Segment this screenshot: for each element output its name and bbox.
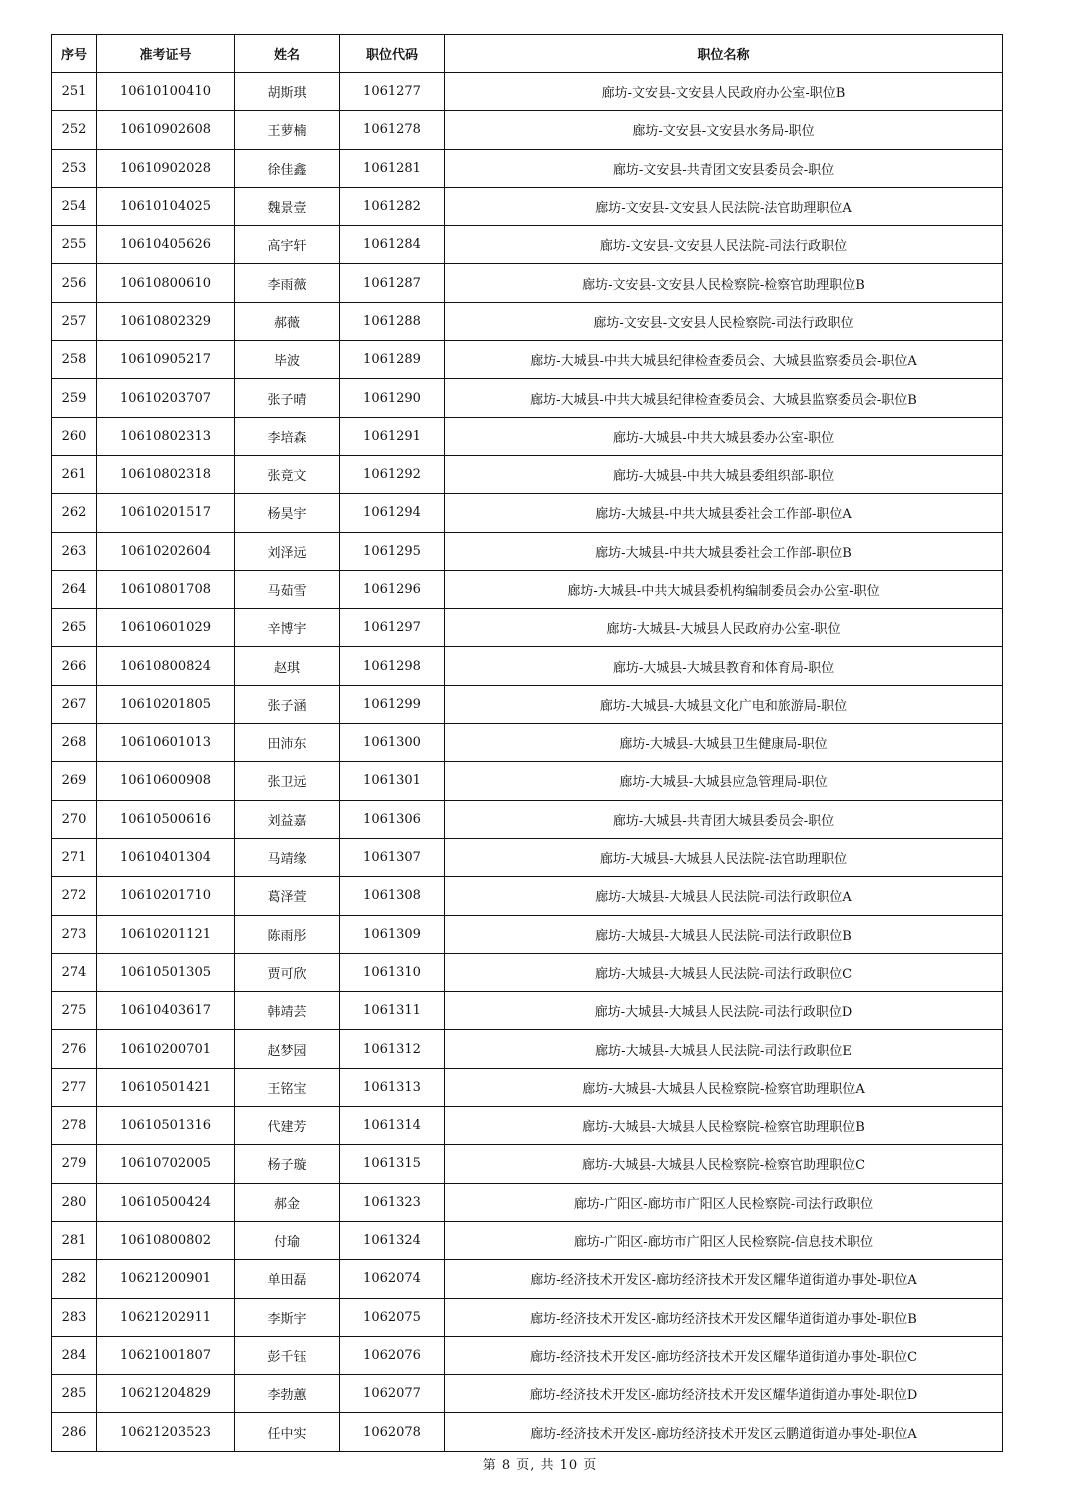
table-row [52,877,1003,915]
table-row [52,953,1003,991]
cell-index: 257 [52,302,97,340]
cell-name: 葛泽萱 [235,877,340,915]
cell-index: 259 [52,379,97,417]
cell-position-title: 廊坊-大城县-中共大城县委社会工作部-职位B [445,532,1003,570]
cell-exam-id: 10610802329 [97,302,235,340]
cell-exam-id: 10610800802 [97,1221,235,1259]
table-row [52,417,1003,455]
header-index: 序号 [52,35,97,73]
cell-position-code: 1061277 [340,73,445,111]
table-row [52,1413,1003,1451]
header-position-title: 职位名称 [445,35,1003,73]
cell-position-code: 1062076 [340,1336,445,1374]
cell-index: 280 [52,1183,97,1221]
cell-index: 275 [52,992,97,1030]
cell-position-code: 1061311 [340,992,445,1030]
cell-name: 魏景壹 [235,187,340,225]
cell-position-code: 1061323 [340,1183,445,1221]
table-row [52,1145,1003,1183]
cell-name: 单田磊 [235,1260,340,1298]
cell-position-code: 1062075 [340,1298,445,1336]
table-row [52,1107,1003,1145]
cell-name: 付瑜 [235,1221,340,1259]
cell-index: 285 [52,1375,97,1413]
cell-exam-id: 10610201121 [97,915,235,953]
cell-exam-id: 10610601013 [97,724,235,762]
table-row [52,762,1003,800]
cell-name: 郝金 [235,1183,340,1221]
cell-index: 256 [52,264,97,302]
cell-exam-id: 10610201805 [97,685,235,723]
cell-name: 杨昊宇 [235,494,340,532]
cell-exam-id: 10621202911 [97,1298,235,1336]
cell-exam-id: 10610600908 [97,762,235,800]
cell-position-title: 廊坊-大城县-中共大城县纪律检查委员会、大城县监察委员会-职位B [445,379,1003,417]
cell-position-title: 廊坊-经济技术开发区-廊坊经济技术开发区云鹏道街道办事处-职位A [445,1413,1003,1451]
cell-exam-id: 10610802318 [97,455,235,493]
cell-index: 272 [52,877,97,915]
cell-index: 274 [52,953,97,991]
cell-name: 胡斯琪 [235,73,340,111]
cell-index: 267 [52,685,97,723]
table-row [52,455,1003,493]
cell-exam-id: 10621203523 [97,1413,235,1451]
cell-index: 277 [52,1068,97,1106]
cell-position-code: 1061298 [340,647,445,685]
cell-exam-id: 10610902028 [97,149,235,187]
cell-position-title: 廊坊-大城县-中共大城县委社会工作部-职位A [445,494,1003,532]
cell-name: 李雨薇 [235,264,340,302]
table-row [52,111,1003,149]
cell-position-title: 廊坊-经济技术开发区-廊坊经济技术开发区耀华道街道办事处-职位A [445,1260,1003,1298]
cell-position-title: 廊坊-大城县-大城县人民法院-司法行政职位D [445,992,1003,1030]
table-row [52,1030,1003,1068]
table-row [52,73,1003,111]
cell-position-code: 1061296 [340,570,445,608]
cell-name: 毕波 [235,341,340,379]
cell-position-title: 廊坊-大城县-大城县人民检察院-检察官助理职位C [445,1145,1003,1183]
cell-position-title: 廊坊-大城县-大城县人民法院-法官助理职位 [445,838,1003,876]
cell-index: 255 [52,226,97,264]
cell-index: 281 [52,1221,97,1259]
table-row [52,341,1003,379]
cell-index: 265 [52,609,97,647]
cell-name: 李勃蕙 [235,1375,340,1413]
cell-exam-id: 10610401304 [97,838,235,876]
results-table-container [51,34,1002,1452]
cell-position-title: 廊坊-大城县-大城县人民法院-司法行政职位B [445,915,1003,953]
cell-index: 261 [52,455,97,493]
cell-name: 代建芳 [235,1107,340,1145]
cell-exam-id: 10610500424 [97,1183,235,1221]
cell-index: 263 [52,532,97,570]
cell-position-title: 廊坊-大城县-大城县人民检察院-检察官助理职位B [445,1107,1003,1145]
cell-exam-id: 10610702005 [97,1145,235,1183]
cell-name: 赵梦园 [235,1030,340,1068]
cell-name: 郝薇 [235,302,340,340]
cell-index: 253 [52,149,97,187]
table-row [52,685,1003,723]
table-row [52,264,1003,302]
cell-position-code: 1061324 [340,1221,445,1259]
cell-position-title: 廊坊-大城县-大城县应急管理局-职位 [445,762,1003,800]
cell-name: 刘益嘉 [235,800,340,838]
cell-position-code: 1062077 [340,1375,445,1413]
cell-position-title: 廊坊-文安县-文安县人民检察院-检察官助理职位B [445,264,1003,302]
cell-position-code: 1061306 [340,800,445,838]
cell-index: 273 [52,915,97,953]
cell-position-code: 1062074 [340,1260,445,1298]
cell-position-title: 廊坊-文安县-文安县人民法院-司法行政职位 [445,226,1003,264]
table-row [52,1183,1003,1221]
cell-position-code: 1061309 [340,915,445,953]
table-row [52,1336,1003,1374]
table-row [52,494,1003,532]
cell-name: 王铭宝 [235,1068,340,1106]
cell-name: 赵琪 [235,647,340,685]
cell-position-code: 1062078 [340,1413,445,1451]
cell-index: 283 [52,1298,97,1336]
cell-position-code: 1061315 [340,1145,445,1183]
cell-exam-id: 10610200701 [97,1030,235,1068]
cell-name: 张卫远 [235,762,340,800]
cell-position-title: 廊坊-文安县-文安县水务局-职位 [445,111,1003,149]
cell-index: 269 [52,762,97,800]
cell-name: 张竟文 [235,455,340,493]
cell-position-title: 廊坊-经济技术开发区-廊坊经济技术开发区耀华道街道办事处-职位B [445,1298,1003,1336]
cell-exam-id: 10610501316 [97,1107,235,1145]
cell-position-code: 1061289 [340,341,445,379]
cell-name: 田沛东 [235,724,340,762]
cell-position-code: 1061292 [340,455,445,493]
header-position-code: 职位代码 [340,35,445,73]
cell-exam-id: 10610203707 [97,379,235,417]
cell-position-title: 廊坊-大城县-中共大城县委组织部-职位 [445,455,1003,493]
table-row [52,302,1003,340]
cell-index: 286 [52,1413,97,1451]
cell-position-title: 廊坊-大城县-大城县教育和体育局-职位 [445,647,1003,685]
cell-position-code: 1061291 [340,417,445,455]
cell-index: 279 [52,1145,97,1183]
table-row [52,532,1003,570]
cell-name: 马靖缘 [235,838,340,876]
cell-name: 李培森 [235,417,340,455]
cell-position-code: 1061307 [340,838,445,876]
header-name: 姓名 [235,35,340,73]
cell-position-code: 1061282 [340,187,445,225]
cell-position-title: 廊坊-文安县-文安县人民法院-法官助理职位A [445,187,1003,225]
cell-name: 任中实 [235,1413,340,1451]
cell-name: 韩靖芸 [235,992,340,1030]
table-row [52,609,1003,647]
cell-position-title: 廊坊-大城县-大城县卫生健康局-职位 [445,724,1003,762]
cell-exam-id: 10621001807 [97,1336,235,1374]
cell-exam-id: 10610104025 [97,187,235,225]
cell-name: 辛博宇 [235,609,340,647]
header-exam-id: 准考证号 [97,35,235,73]
cell-position-title: 廊坊-大城县-大城县人民检察院-检察官助理职位A [445,1068,1003,1106]
cell-index: 278 [52,1107,97,1145]
cell-position-code: 1061312 [340,1030,445,1068]
cell-name: 贾可欣 [235,953,340,991]
cell-position-title: 廊坊-大城县-中共大城县纪律检查委员会、大城县监察委员会-职位A [445,341,1003,379]
cell-index: 254 [52,187,97,225]
cell-exam-id: 10610802313 [97,417,235,455]
cell-index: 276 [52,1030,97,1068]
cell-index: 271 [52,838,97,876]
cell-position-code: 1061288 [340,302,445,340]
cell-position-title: 廊坊-大城县-大城县人民法院-司法行政职位A [445,877,1003,915]
cell-position-code: 1061301 [340,762,445,800]
cell-exam-id: 10610202604 [97,532,235,570]
cell-index: 266 [52,647,97,685]
cell-exam-id: 10610800824 [97,647,235,685]
cell-position-code: 1061294 [340,494,445,532]
cell-exam-id: 10610902608 [97,111,235,149]
cell-position-title: 廊坊-大城县-大城县人民法院-司法行政职位E [445,1030,1003,1068]
cell-name: 杨子璇 [235,1145,340,1183]
cell-position-title: 廊坊-大城县-中共大城县委机构编制委员会办公室-职位 [445,570,1003,608]
table-row [52,838,1003,876]
cell-position-code: 1061297 [340,609,445,647]
cell-name: 马茹雪 [235,570,340,608]
cell-index: 251 [52,73,97,111]
cell-exam-id: 10610801708 [97,570,235,608]
cell-index: 262 [52,494,97,532]
cell-position-title: 廊坊-广阳区-廊坊市广阳区人民检察院-司法行政职位 [445,1183,1003,1221]
table-row [52,800,1003,838]
cell-index: 260 [52,417,97,455]
cell-index: 268 [52,724,97,762]
cell-name: 刘泽远 [235,532,340,570]
cell-exam-id: 10610201710 [97,877,235,915]
cell-exam-id: 10621200901 [97,1260,235,1298]
cell-position-code: 1061308 [340,877,445,915]
cell-name: 王萝楠 [235,111,340,149]
cell-exam-id: 10610601029 [97,609,235,647]
cell-position-title: 廊坊-经济技术开发区-廊坊经济技术开发区耀华道街道办事处-职位C [445,1336,1003,1374]
cell-position-title: 廊坊-经济技术开发区-廊坊经济技术开发区耀华道街道办事处-职位D [445,1375,1003,1413]
cell-position-title: 廊坊-文安县-共青团文安县委员会-职位 [445,149,1003,187]
cell-position-code: 1061310 [340,953,445,991]
cell-name: 张子晴 [235,379,340,417]
table-row [52,1298,1003,1336]
table-row [52,187,1003,225]
cell-index: 282 [52,1260,97,1298]
table-row [52,992,1003,1030]
cell-exam-id: 10610201517 [97,494,235,532]
cell-position-title: 廊坊-大城县-中共大城县委办公室-职位 [445,417,1003,455]
cell-position-title: 廊坊-大城县-共青团大城县委员会-职位 [445,800,1003,838]
cell-name: 张子涵 [235,685,340,723]
cell-index: 252 [52,111,97,149]
page-number: 第 8 页, 共 10 页 [482,1458,598,1473]
cell-position-code: 1061299 [340,685,445,723]
table-row [52,1375,1003,1413]
table-row [52,915,1003,953]
table-row [52,149,1003,187]
table-row [52,1068,1003,1106]
cell-position-title: 廊坊-广阳区-廊坊市广阳区人民检察院-信息技术职位 [445,1221,1003,1259]
results-table [51,34,1003,1452]
cell-index: 270 [52,800,97,838]
cell-position-code: 1061281 [340,149,445,187]
table-row [52,724,1003,762]
cell-exam-id: 10610500616 [97,800,235,838]
cell-name: 徐佳鑫 [235,149,340,187]
cell-position-title: 廊坊-大城县-大城县人民法院-司法行政职位C [445,953,1003,991]
table-row [52,647,1003,685]
cell-position-title: 廊坊-文安县-文安县人民政府办公室-职位B [445,73,1003,111]
cell-position-code: 1061314 [340,1107,445,1145]
cell-name: 李斯宇 [235,1298,340,1336]
cell-position-code: 1061300 [340,724,445,762]
cell-exam-id: 10610405626 [97,226,235,264]
cell-exam-id: 10610403617 [97,992,235,1030]
table-row [52,1260,1003,1298]
cell-position-title: 廊坊-大城县-大城县人民政府办公室-职位 [445,609,1003,647]
cell-exam-id: 10610905217 [97,341,235,379]
cell-position-code: 1061278 [340,111,445,149]
cell-position-code: 1061313 [340,1068,445,1106]
cell-exam-id: 10610501305 [97,953,235,991]
cell-exam-id: 10621204829 [97,1375,235,1413]
cell-index: 284 [52,1336,97,1374]
cell-position-title: 廊坊-大城县-大城县文化广电和旅游局-职位 [445,685,1003,723]
cell-exam-id: 10610100410 [97,73,235,111]
table-row [52,379,1003,417]
table-row [52,570,1003,608]
cell-exam-id: 10610501421 [97,1068,235,1106]
table-row [52,226,1003,264]
cell-name: 高宇轩 [235,226,340,264]
cell-position-title: 廊坊-文安县-文安县人民检察院-司法行政职位 [445,302,1003,340]
cell-exam-id: 10610800610 [97,264,235,302]
table-row [52,1221,1003,1259]
cell-index: 258 [52,341,97,379]
cell-index: 264 [52,570,97,608]
cell-position-code: 1061287 [340,264,445,302]
cell-position-code: 1061290 [340,379,445,417]
cell-position-code: 1061284 [340,226,445,264]
table-header-row [52,35,1003,73]
cell-name: 彭千钰 [235,1336,340,1374]
cell-name: 陈雨彤 [235,915,340,953]
cell-position-code: 1061295 [340,532,445,570]
